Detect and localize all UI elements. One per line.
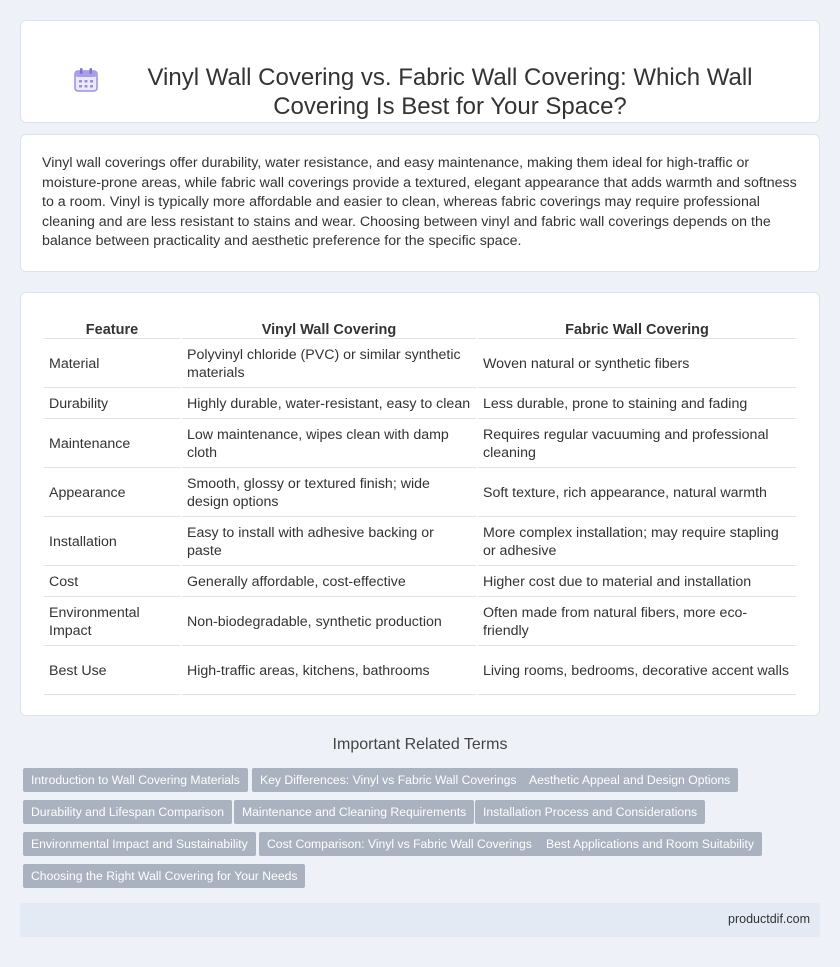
table-row <box>44 390 796 419</box>
feature-cell: Installation <box>44 519 180 566</box>
feature-cell: Environmental Impact <box>44 599 180 646</box>
vinyl-cell: Low maintenance, wipes clean with damp cloth <box>182 421 476 468</box>
table-row <box>44 568 796 597</box>
intro-text: Vinyl wall coverings offer durability, water resistance, and easy maintenance, making them ideal for high-traffic or moisture-prone areas, while fabric wall coverings provide a textured, elegant appearance that adds warmth and softness to a room. Vinyl is typically more affordable and easier to clean, whereas fabric coverings may require professional cleaning and are less resistant to stains and wear. Choosing between vinyl and fabric wall coverings depends on the balance between practicality and aesthetic preference for the specific space. <box>42 155 797 250</box>
related-tag[interactable]: Introduction to Wall Covering Materials <box>23 768 248 792</box>
title-card <box>20 20 820 123</box>
vinyl-cell: Smooth, glossy or textured finish; wide design options <box>182 470 476 517</box>
related-tag[interactable]: Durability and Lifespan Comparison <box>23 800 232 824</box>
related-tag[interactable]: Maintenance and Cleaning Requirements <box>234 800 474 824</box>
fabric-cell: Higher cost due to material and installation <box>478 568 796 597</box>
table-row <box>44 421 796 468</box>
footer <box>20 903 820 937</box>
feature-cell: Best Use <box>44 648 180 695</box>
table-row <box>44 470 796 517</box>
header-feature: Feature <box>44 317 180 339</box>
table-row <box>44 519 796 566</box>
fabric-cell: Soft texture, rich appearance, natural warmth <box>478 470 796 517</box>
intro-card <box>20 134 820 272</box>
comparison-table <box>42 315 798 697</box>
fabric-cell: Less durable, prone to staining and fading <box>478 390 796 419</box>
feature-cell: Cost <box>44 568 180 597</box>
table-header-row <box>44 317 796 339</box>
fabric-cell: Requires regular vacuuming and professional cleaning <box>478 421 796 468</box>
related-tag[interactable]: Choosing the Right Wall Covering for Your Needs <box>23 864 305 888</box>
fabric-cell: Woven natural or synthetic fibers <box>478 341 796 388</box>
vinyl-cell: Highly durable, water-resistant, easy to clean <box>182 390 476 419</box>
header-fabric: Fabric Wall Covering <box>478 317 796 339</box>
vinyl-cell: Generally affordable, cost-effective <box>182 568 476 597</box>
related-tag[interactable]: Cost Comparison: Vinyl vs Fabric Wall Coverings <box>259 832 540 856</box>
vinyl-cell: Easy to install with adhesive backing or paste <box>182 519 476 566</box>
related-tag[interactable]: Key Differences: Vinyl vs Fabric Wall Coverings <box>252 768 524 792</box>
related-tag[interactable]: Installation Process and Considerations <box>475 800 705 824</box>
feature-cell: Durability <box>44 390 180 419</box>
page-title: Vinyl Wall Covering vs. Fabric Wall Covering: Which Wall Covering Is Best for Your Space? <box>147 64 753 120</box>
fabric-cell: Often made from natural fibers, more eco-friendly <box>478 599 796 646</box>
vinyl-cell: High-traffic areas, kitchens, bathrooms <box>182 648 476 695</box>
feature-cell: Appearance <box>44 470 180 517</box>
related-terms-title: Important Related Terms <box>332 736 508 753</box>
header-vinyl: Vinyl Wall Covering <box>182 317 476 339</box>
feature-cell: Maintenance <box>44 421 180 468</box>
table-row <box>44 599 796 646</box>
table-row <box>44 648 796 695</box>
comparison-table-card <box>20 292 820 716</box>
vinyl-cell: Non-biodegradable, synthetic production <box>182 599 476 646</box>
related-tag[interactable]: Environmental Impact and Sustainability <box>23 832 256 856</box>
feature-cell: Material <box>44 341 180 388</box>
related-tag[interactable]: Best Applications and Room Suitability <box>538 832 762 856</box>
fabric-cell: More complex installation; may require stapling or adhesive <box>478 519 796 566</box>
related-tag[interactable]: Aesthetic Appeal and Design Options <box>521 768 738 792</box>
fabric-cell: Living rooms, bedrooms, decorative accent walls <box>478 648 796 695</box>
table-row <box>44 341 796 388</box>
calendar-icon <box>73 67 99 93</box>
vinyl-cell: Polyvinyl chloride (PVC) or similar synthetic materials <box>182 341 476 388</box>
footer-site[interactable]: productdif.com <box>728 912 810 926</box>
